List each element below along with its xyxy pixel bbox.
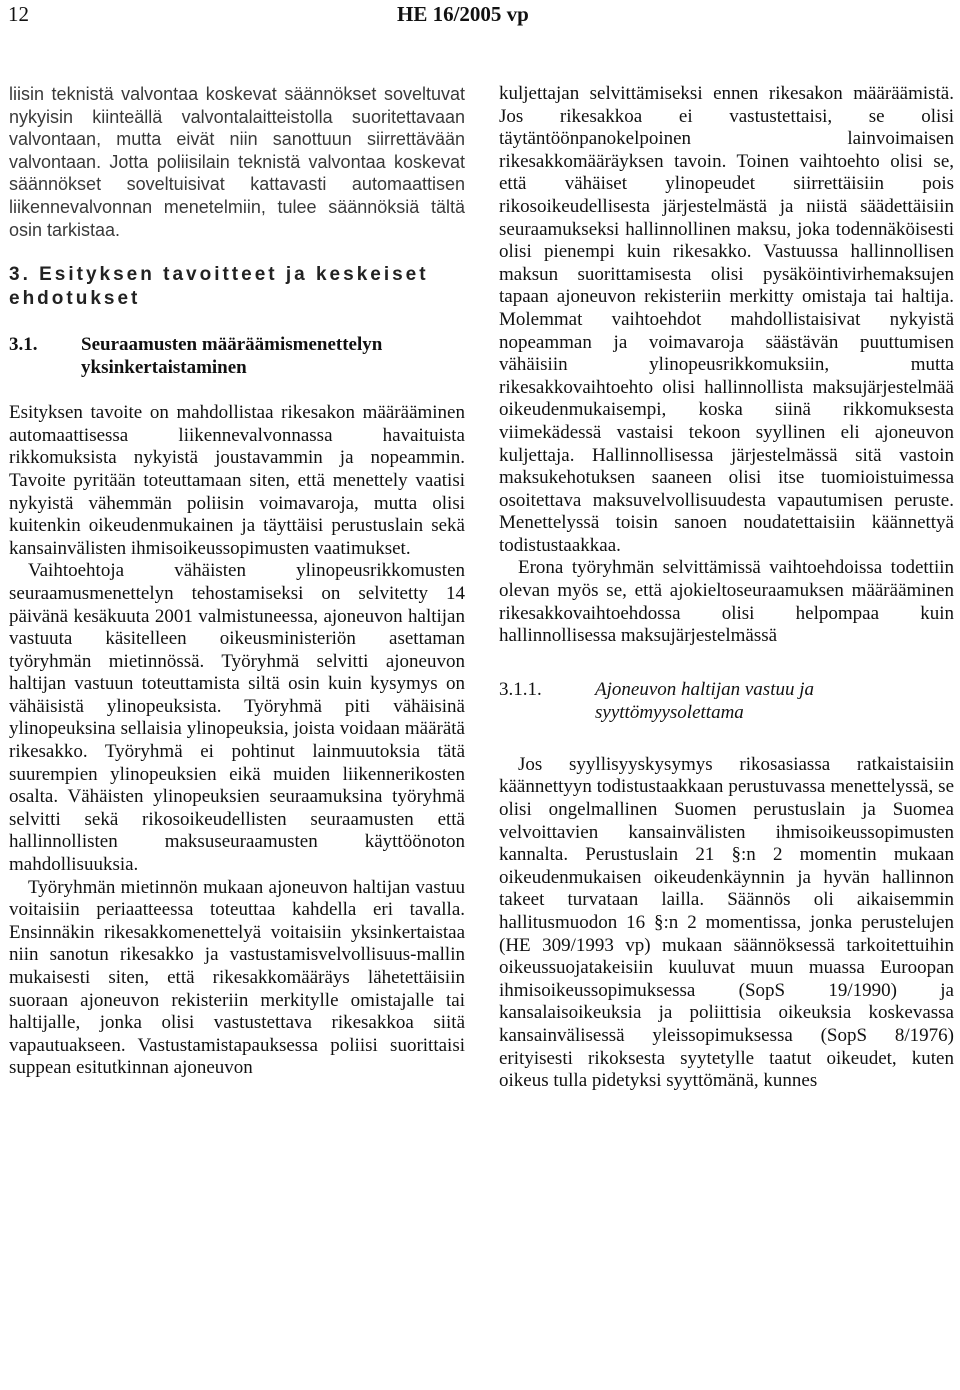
subsubsection-title: Ajoneuvon haltijan vastuu ja syyttömyysolettama [595, 678, 815, 723]
subsubsection-heading [499, 678, 954, 724]
subsection-number: 3.1. [9, 334, 38, 356]
section-heading: 3. Esityksen tavoitteet ja keskeiset ehdotukset [9, 264, 429, 310]
right-column [499, 83, 954, 1093]
page-header [0, 0, 960, 34]
paragraph: kuljettajan selvittämiseksi ennen rikesakon määräämistä. Jos rikesakkoa ei vastustettaisi, se olisi täytäntöönpanokelpoinen lainvoimaisen rikesakkomääräyksen tavoin. Toinen vaihtoehto olisi se, että vähäiset ylinopeudet siirrettäisiin pois rikosoikeudellisesta järjestelmästä ja niistä säädettäisiin seuraamukseksi hallinnollinen maksu, joka todennäköisesti olisi pienempi kuin rikesakko. Vastuussa hallinnollisen maksun suorittamisesta olisi pysäköintivirhemaksujen tapaan ajoneuvon rekisteriin merkitty omistaja tai haltija. Molemmat vaihtoehdot mahdollistaisivat nykyistä nopeamman ja voimavaroja säästävän puuttumisen vähäisiin ylinopeusrikkomuksiin, mutta rikesakkovaihtoehto olisi hallinnollista maksujärjestelmää oikeudenmukaisempi, koska siinä rikkomuksesta viimekädessä vastaisi tekoon syyllinen eli ajoneuvon kuljettaja. Hallinnollisessa järjestelmässä sitä vastoin maksukehotuksen saaneen olisi itse tuomioistuimessa osoitettava maksuvelvollisuudesta vapautumisen peruste. Menettelyssä toisin sanoen noudatettaisiin käännettyä todistustaakkaa. [499, 83, 954, 556]
paragraph: Jos syyllisyyskysymys rikosasiassa ratkaistaisiin käännettyyn todistustaakkaan perustuvassa menettelyssä, se olisi ongelmallinen Suomen perustuslain ja Suomea velvoittavien kansainvälisten ihmisoikeussopimusten kannalta. Perustuslain 21 §:n 2 momentin mukaan oikeudenmukaisen oikeudenkäynnin ja hyvän hallinnon takeet turvataan lailla. Säännös oli aikaisemmin hallitusmuodon 16 §:n 2 momentissa, jonka perustelujen (HE 309/1993 vp) mukaan säännöksessä tarkoitettuihin oikeussuojatakeisiin kuuluvat muun muassa Euroopan ihmisoikeussopimuksessa (SopS 19/1990) ja kansalaisoikeuksia ja poliittisia oikeuksia koskevassa kansainvälisessä yleissopimuksessa (SopS 8/1976) erityisesti rikoksesta syytetylle taatut oikeudet, kuten oikeus tulla pidetyksi syyttömänä, kunnes [499, 753, 954, 1092]
paragraph: Erona työryhmän selvittämissä vaihtoehdoissa todettiin olevan myös se, että ajokieltoseuraamuksen määrääminen rikesakkovaihtoehdossa olisi helpompaa kuin hallinnollisessa maksujärjestelmässä [499, 557, 954, 647]
subsection-heading [9, 333, 465, 379]
document-id: HE 16/2005 vp [397, 2, 529, 26]
page-number: 12 [8, 2, 29, 26]
paragraph: Esityksen tavoite on mahdollistaa rikesakon määrääminen automaattisessa liikennevalvonnassa havaituista rikkomuksista nykyistä joustavammin ja nopeammin. Tavoite pyritään toteuttamaan siten, että menettely vaatisi nykyistä vähemmän poliisin voimavaroja, mutta olisi kuitenkin oikeudenmukainen ja täyttäisi perustuslain sekä kansainvälisten ihmisoikeussopimusten vaatimukset. [9, 402, 465, 559]
paragraph: Vaihtoehtoja vähäisten ylinopeusrikkomusten seuraamusmenettelyn tehostamiseksi on selvitetty 14 päivänä kesäkuuta 2001 valmistuneessa, ajoneuvon haltijan vastuuta käsitelleen oikeusministeriön asettaman työryhmän mietinnössä. Työryhmä selvitti ajoneuvon haltijan vastuun toteuttamista siltä osin kuin kysymys on vähäisistä ylinopeuksista. Työryhmä piti vähäisinä ylinopeuksina sellaisia ylinopeuksia, joista voidaan määrätä rikesakko. Työryhmä ei pohtinut lainmuutoksia tätä suurempien ylinopeuksien eikä muiden liikennerikosten osalta. Vähäisten ylinopeuksien seuraamuksina työryhmä selvitti sekä rikosoikeudellisten seuraamusten että hallinnollisten maksuseuraamusten käyttöönoton mahdollisuuksia. [9, 560, 465, 876]
paragraph: Työryhmän mietinnön mukaan ajoneuvon haltijan vastuu voitaisiin periaatteessa toteuttaa kahdella eri tavalla. Ensinnäkin rikesakkomenettelyä voitaisiin yksinkertaistaa niin sanotun rikesakko ja vastustamisvelvollisuus-mallin mukaisesti siten, että rikesakkomääräys lähetettäisiin suoraan ajoneuvon rekisteriin merkitylle omistajalle tai haltijalle, jonka olisi vastustettava rikesakkoa siitä vapautuakseen. Vastustamistapauksessa poliisi suorittaisi suppean esitutkinnan ajoneuvon [9, 876, 465, 1079]
subsubsection-number: 3.1.1. [499, 678, 542, 700]
subsection-title: Seuraamusten määräämismenettelyn yksinkertaistaminen [81, 334, 383, 379]
left-column [9, 83, 465, 1080]
intro-paragraph: liisin teknistä valvontaa koskevat säännökset soveltuvat nykyisin kiinteällä valvontalaitteistolla suoritettavaan valvontaan, mutta eivät niin sanottuun siirrettävään valvontaan. Jotta poliisilain teknistä valvontaa koskevat säännökset soveltuisivat kattavasti automaattisen liikennevalvonnan menetelmiin, tulee säännöksiä tältä osin tarkistaa. [9, 84, 465, 240]
